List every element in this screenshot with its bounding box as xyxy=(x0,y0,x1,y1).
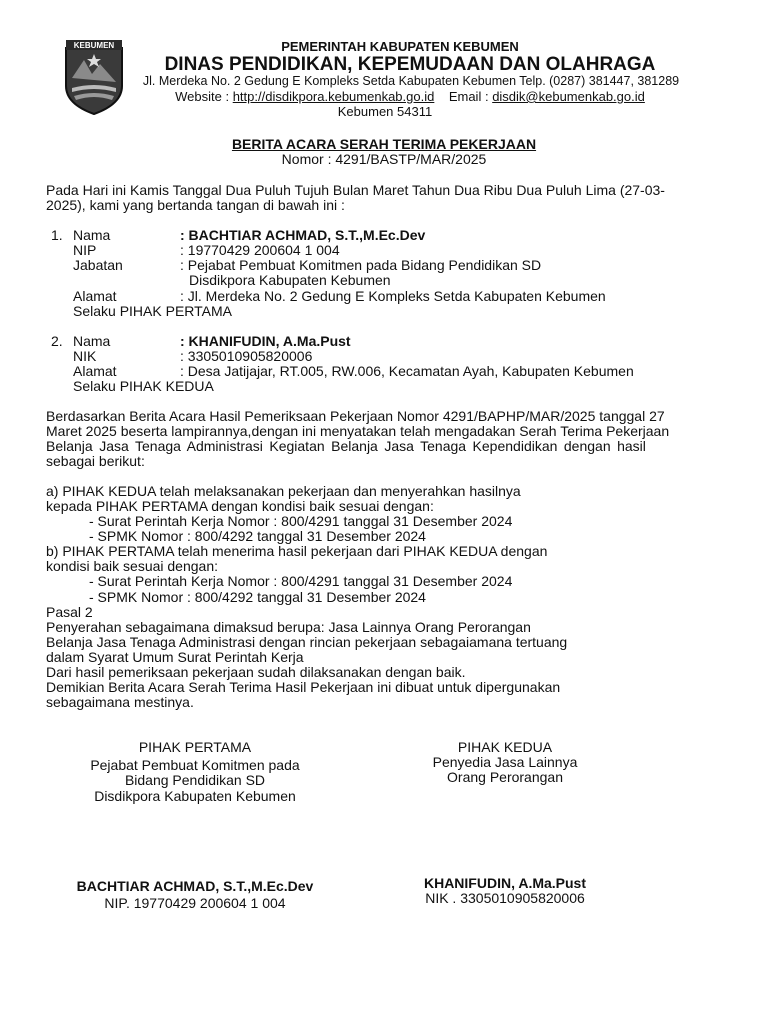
point-a-reference-2: - SPMK Nomor : 800/4292 tanggal 31 Desember 2024 xyxy=(89,528,426,544)
email-label: Email : xyxy=(448,89,489,104)
party1-position-line-2: Disdikpora Kabupaten Kebumen xyxy=(189,272,391,288)
postal-city: Kebumen 54311 xyxy=(337,104,433,119)
signature-left-heading: PIHAK PERTAMA xyxy=(138,739,252,755)
party2-role: Selaku PIHAK KEDUA xyxy=(73,378,214,394)
government-name: PEMERINTAH KABUPATEN KEBUMEN xyxy=(281,39,519,54)
document-title: BERITA ACARA SERAH TERIMA PEKERJAAN xyxy=(231,136,537,152)
party1-role: Selaku PIHAK PERTAMA xyxy=(73,303,232,319)
office-name: DINAS PENDIDIKAN, KEPEMUDAAN DAN OLAHRAGA xyxy=(164,54,656,75)
signature-left-role-1: Pejabat Pembuat Komitmen pada xyxy=(90,757,300,773)
signature-left-nip: NIP. 19770429 200604 1 004 xyxy=(104,895,286,911)
document-number: Nomor : 4291/BASTP/MAR/2025 xyxy=(281,151,487,167)
party1-id: : 19770429 200604 1 004 xyxy=(180,242,340,258)
signature-right-role-2: Orang Perorangan xyxy=(447,769,563,785)
point-a-line-1: a) PIHAK KEDUA telah melaksanakan pekerjaan dan menyerahkan hasilnya xyxy=(46,483,521,499)
party2-address: : Desa Jatijajar, RT.005, RW.006, Kecamatan Ayah, Kabupaten Kebumen xyxy=(180,363,634,379)
party2-address-label: Alamat xyxy=(73,363,117,379)
svg-text:KEBUMEN: KEBUMEN xyxy=(73,41,115,50)
signature-left-role-3: Disdikpora Kabupaten Kebumen xyxy=(94,788,296,804)
party1-number: 1. xyxy=(51,227,63,243)
pasal-heading: Pasal 2 xyxy=(46,604,93,620)
pasal-line-1: Penyerahan sebagaimana dimaksud berupa: Jasa Lainnya Orang Perorangan xyxy=(46,619,531,635)
point-a-line-2: kepada PIHAK PERTAMA dengan kondisi baik sesuai dengan: xyxy=(46,498,434,514)
party1-id-label: NIP xyxy=(73,242,97,258)
party1-name: : BACHTIAR ACHMAD, S.T.,M.Ec.Dev xyxy=(180,227,426,243)
signature-right-name: KHANIFUDIN, A.Ma.Pust xyxy=(423,875,587,891)
party1-address: : Jl. Merdeka No. 2 Gedung E Kompleks Setda Kabupaten Kebumen xyxy=(180,288,606,304)
party2-id-label: NIK xyxy=(73,348,97,364)
signature-right-nik: NIK . 3305010905820006 xyxy=(425,890,585,906)
signature-right-heading: PIHAK KEDUA xyxy=(457,739,553,755)
signature-right-role-1: Penyedia Jasa Lainnya xyxy=(432,754,578,770)
office-address: Jl. Merdeka No. 2 Gedung E Kompleks Setda Kabupaten Kebumen Telp. (0287) 381447, 381289 xyxy=(142,74,680,88)
point-b-reference-1: - Surat Perintah Kerja Nomor : 800/4291 tanggal 31 Desember 2024 xyxy=(89,573,513,589)
point-b-line-2: kondisi baik sesuai dengan: xyxy=(46,558,219,574)
party1-name-label: Nama xyxy=(73,227,111,243)
party2-name: : KHANIFUDIN, A.Ma.Pust xyxy=(180,333,351,349)
opening-line-1: Pada Hari ini Kamis Tanggal Dua Puluh Tujuh Bulan Maret Tahun Dua Ribu Dua Puluh Lima (27-03- xyxy=(46,182,665,198)
basis-line-1: Berdasarkan Berita Acara Hasil Pemeriksaan Pekerjaan Nomor 4291/BAPHP/MAR/2025 tanggal 27 xyxy=(46,408,665,424)
pasal-line-4: Dari hasil pemeriksaan pekerjaan sudah dilaksanakan dengan baik. xyxy=(46,664,466,680)
point-b-reference-2: - SPMK Nomor : 800/4292 tanggal 31 Desember 2024 xyxy=(89,589,426,605)
point-b-line-1: b) PIHAK PERTAMA telah menerima hasil pekerjaan dari PIHAK KEDUA dengan xyxy=(46,543,548,559)
basis-line-2: Maret 2025 beserta lampirannya,dengan ini menyatakan telah mengadakan Serah Terima Pekerjaan xyxy=(46,423,670,439)
pasal-line-3: dalam Syarat Umum Surat Perintah Kerja xyxy=(46,649,304,665)
party2-id: : 3305010905820006 xyxy=(180,348,313,364)
point-a-reference-1: - Surat Perintah Kerja Nomor : 800/4291 tanggal 31 Desember 2024 xyxy=(89,513,513,529)
party2-name-label: Nama xyxy=(73,333,111,349)
signature-left-name: BACHTIAR ACHMAD, S.T.,M.Ec.Dev xyxy=(76,878,314,894)
kebumen-regency-emblem xyxy=(62,38,126,116)
closing-line-2: sebagaimana mestinya. xyxy=(46,694,194,710)
website-label: Website : xyxy=(175,89,230,104)
pasal-line-2: Belanja Jasa Tenaga Administrasi dengan rincian pekerjaan sebagaiamana tertuang xyxy=(46,634,568,650)
party1-address-label: Alamat xyxy=(73,288,117,304)
signature-left-role-2: Bidang Pendidikan SD xyxy=(124,772,266,788)
party2-number: 2. xyxy=(51,333,63,349)
basis-line-4: sebagai berikut: xyxy=(46,453,145,469)
email-link[interactable]: disdik@kebumenkab.go.id xyxy=(492,89,645,104)
opening-line-2: 2025), kami yang bertanda tangan di bawah ini : xyxy=(46,197,345,213)
website-link[interactable]: http://disdikpora.kebumenkab.go.id xyxy=(232,89,435,104)
party1-position-line-1: : Pejabat Pembuat Komitmen pada Bidang Pendidikan SD xyxy=(180,257,542,273)
party1-position-label: Jabatan xyxy=(73,257,123,273)
basis-line-3: Belanja Jasa Tenaga Administrasi Kegiatan Belanja Jasa Tenaga Kependidikan dengan hasil xyxy=(46,438,646,454)
closing-line-1: Demikian Berita Acara Serah Terima Hasil Pekerjaan ini dibuat untuk dipergunakan xyxy=(46,679,561,695)
contact-line xyxy=(130,89,690,104)
